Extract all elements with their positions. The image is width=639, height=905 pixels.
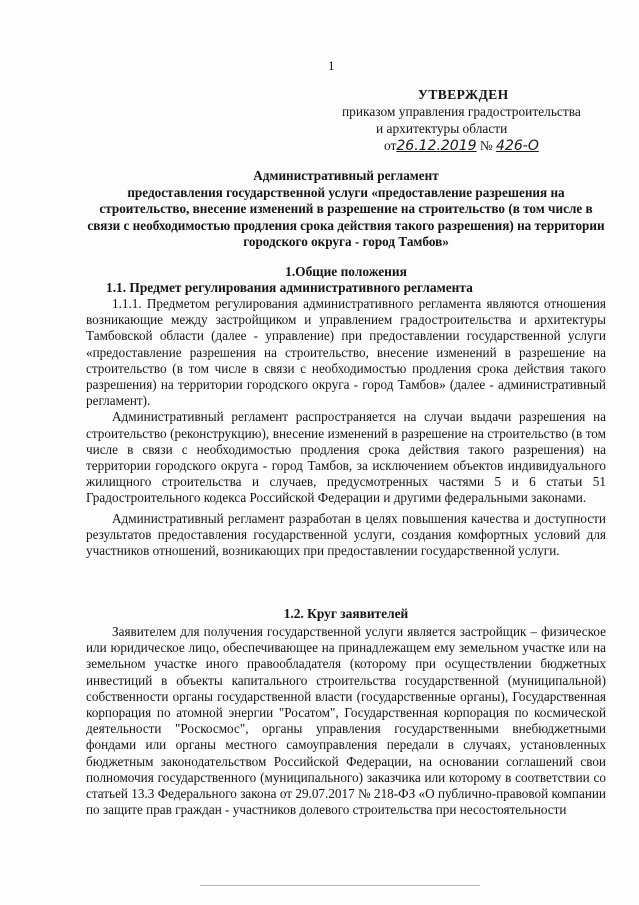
section-1-2-body	[86, 624, 606, 818]
handwritten-date: 26.12.2019	[396, 138, 477, 154]
section-1-heading: 1.Общие положения	[285, 264, 407, 279]
paragraph-1-1-1: 1.1.1. Предметом регулирования административного регламента являются отношения возникающие между застройщиком и управлением градостроительства и архитектуры Тамбовской области (далее - управление) при предоставлении государственной услуги «предоставление разрешения на строительство, внесение изменений в разрешение на строительство (в том числе в связи с необходимостью продления срока действия такого разрешения) на территории городского округа - город Тамбов» (далее - административный регламент).	[86, 296, 606, 409]
handwritten-order-number: 426-О	[496, 138, 539, 154]
section-1-1-heading: 1.1. Предмет регулирования административного регламента	[106, 280, 473, 295]
document-title-block	[86, 168, 606, 251]
paragraph-purpose: Административный регламент разработан в целях повышения качества и доступности результатов предоставления государственной услуги, создания комфортных условий для участников отношений, возникающих при предоставлении государственной услуги.	[86, 510, 606, 559]
footer-divider	[200, 885, 480, 886]
document-title: Административный регламент	[253, 168, 439, 183]
section-1-body	[86, 296, 606, 559]
paragraph-scope: Административный регламент распространяется на случаи выдачи разрешения на строительство (реконструкцию), внесение изменений в разрешение на строительство (в том числе в связи с необходимостью продления срока действия такого разрешения) на территории городского округа - город Тамбов, за исключением объектов индивидуального жилищного строительства и случаев, предусмотренных частями 5 и 6 статьи 51 Градостроительного кодекса Российской Федерации и другими федеральными законами.	[86, 409, 606, 506]
paragraph-applicants: Заявителем для получения государственной услуги является застройщик – физическое или юридическое лицо, обеспечивающее на принадлежащем ему земельном участке или на земельном участке иного правообладателя (которому при осуществлении бюджетных инвестиций в объекты капитального строительства государственной (муниципальной) собственности органы государственной власти (государственные органы), Государственная корпорация по атомной энергии "Росатом", Государственная корпорация по космической деятельности "Роскосмос", органы управления государственными внебюджетными фондами или органы местного самоуправления передали в случаях, установленных бюджетным законодательством Российской Федерации, на основании соглашений свои полномочия государственного (муниципального) заказчика или которому в соответствии со статьей 13.3 Федерального закона от 29.07.2017 № 218-ФЗ «О публично-правовой компании по защите прав граждан - участников долевого строительства при несостоятельности	[86, 624, 606, 818]
approved-label: УТВЕРЖДЕН	[418, 87, 509, 102]
approval-order-line: приказом управления градостроительства	[342, 104, 581, 119]
page-number: 1	[328, 58, 335, 73]
approval-stamp-block	[340, 86, 620, 155]
approval-department-line: и архитектуры области	[376, 121, 508, 136]
approval-date-number-line	[384, 137, 620, 155]
approval-from-prefix: от	[384, 138, 397, 153]
section-1-2-heading: 1.2. Круг заявителей	[283, 606, 409, 621]
document-subtitle: предоставления государственной услуги «предоставление разрешения на строительство, внесение изменений в разрешение на строительство (в том числе в связи с необходимостью продления срока действия такого разрешения) на территории городского округа - город Тамбов»	[87, 184, 605, 249]
number-sign: №	[479, 138, 493, 153]
